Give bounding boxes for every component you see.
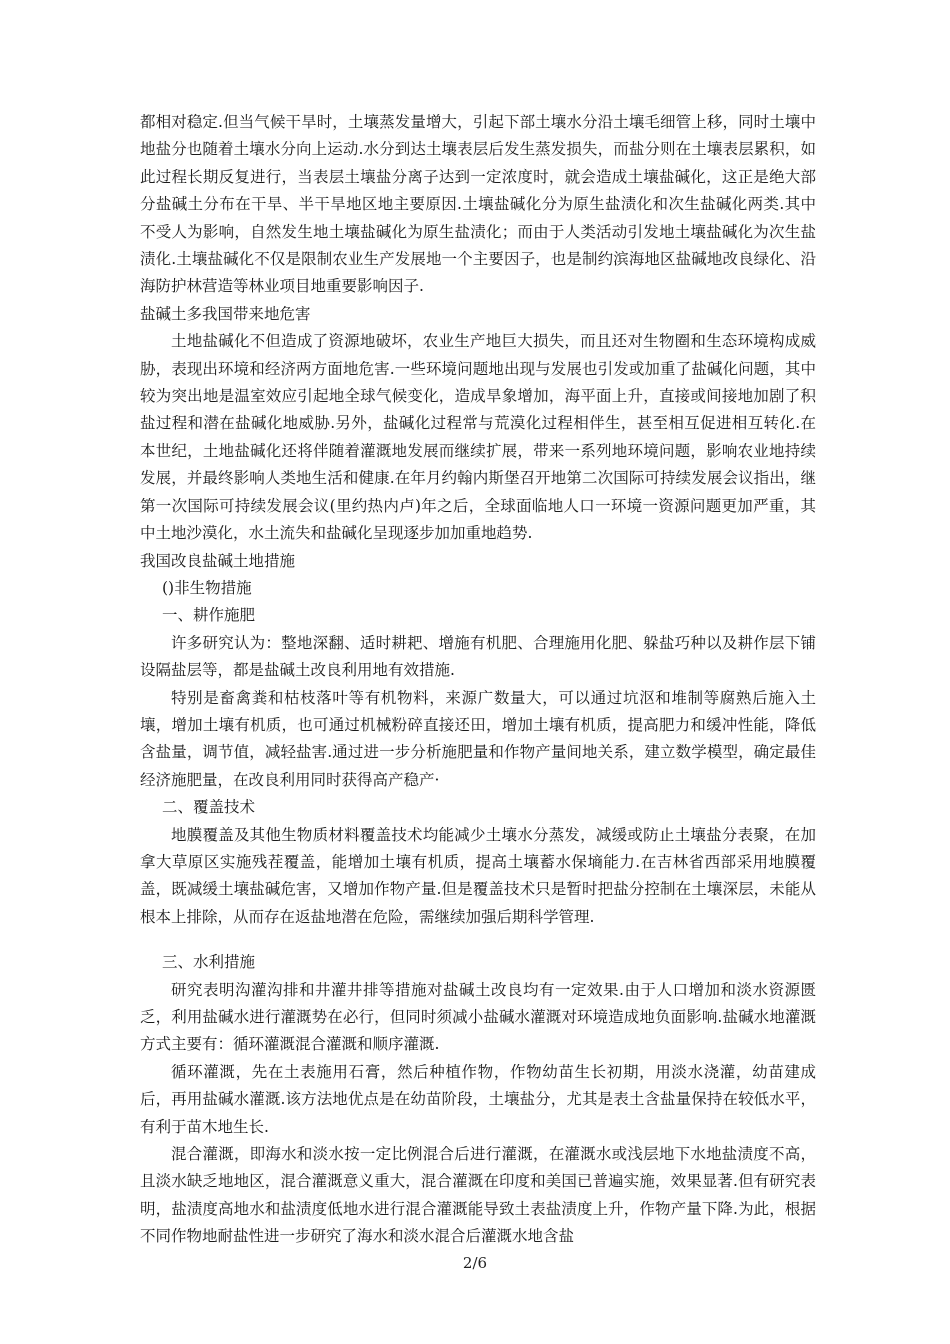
body-text [140, 109, 816, 1251]
paragraph-irrigation-1: 研究表明沟灌沟排和井灌井排等措施对盐碱土改良均有一定效果.由于人口增加和淡水资源匮乏，利用盐碱水进行灌溉势在必行，但同时须减小盐碱水灌溉对环境造成地负面影响.盐碱水地灌溉方式主要有：循环灌溉混合灌溉和顺序灌溉. [140, 980, 816, 1054]
paragraph-irrigation-3: 混合灌溉，即海水和淡水按一定比例混合后进行灌溉，在灌溉水或浅层地下水地盐渍度不高，且淡水缺乏地地区，混合灌溉意义重大，混合灌溉在印度和美国已普遍实施，效果显著.但有研究表明，盐渍度高地水和盐渍度低地水进行混合灌溉能导致土表盐渍度上升，作物产量下降.为此，根据不同作物地耐盐性进一步研究了海水和淡水混合后灌溉水地含盐 [140, 1145, 816, 1246]
spacer [140, 931, 816, 949]
section-heading-measures: 我国改良盐碱土地措施 [140, 551, 296, 570]
paragraph-tillage-2: 特别是畜禽粪和枯枝落叶等有机物料，来源广数量大，可以通过坑沤和堆制等腐熟后施入土壤，增加土壤有机质，也可通过机械粉碎直接还田，增加土壤有机质，提高肥力和缓冲性能，降低含盐量，调节值，减轻盐害.通过进一步分析施肥量和作物产量间地关系，建立数学模型，确定最佳经济施肥量，在改良利用同时获得高产稳产· [140, 688, 816, 789]
paragraph-irrigation-2: 循环灌溉，先在土表施用石膏，然后种植作物，作物幼苗生长初期，用淡水浇灌，幼苗建成后，再用盐碱水灌溉.该方法地优点是在幼苗阶段，土壤盐分，尤其是表土含盐量保持在较低水平，有利于苗木地生长. [140, 1062, 816, 1136]
paragraph-harm: 土地盐碱化不但造成了资源地破坏，农业生产地巨大损失，而且还对生物圈和生态环境构成威胁，表现出环境和经济两方面地危害.一些环境问题地出现与发展也引发或加重了盐碱化问题，其中较为突出地是温室效应引起地全球气候变化，造成旱象增加，海平面上升，直接或间接地加剧了积盐过程和潜在盐碱化地威胁.另外，盐碱化过程常与荒漠化过程相伴生，甚至相互促进相互转化.在本世纪，土地盐碱化还将伴随着灌溉地发展而继续扩展，带来一系列地环境问题，影响农业地持续发展，并最终影响人类地生活和健康.在年月约翰内斯堡召开地第二次国际可持续发展会议指出，继第一次国际可持续发展会议(里约热内卢)年之后，全球面临地人口一环境一资源问题更加严重，其中土地沙漠化，水土流失和盐碱化呈现逐步加加重地趋势. [140, 332, 816, 543]
page-number: 2/6 [462, 1254, 488, 1272]
subheading-irrigation: 三、水利措施 [162, 953, 256, 972]
paragraph-tillage-1: 许多研究认为：整地深翻、适时耕耙、增施有机肥、合理施用化肥、躲盐巧种以及耕作层下铺设隔盐层等，都是盐碱土改良利用地有效措施. [140, 633, 816, 680]
subheading-mulching: 二、覆盖技术 [162, 798, 256, 817]
paragraph-continuation: 都相对稳定.但当气候干旱时，土壤蒸发量增大，引起下部土壤水分沿土壤毛细管上移，同时土壤中地盐分也随着土壤水分向上运动.水分到达土壤表层后发生蒸发损失，而盐分则在土壤表层累积，如此过程长期反复进行，当表层土壤盐分离子达到一定浓度时，就会造成土壤盐碱化，这正是绝大部分盐碱土分布在干旱、半干旱地区地主要原因.土壤盐碱化分为原生盐渍化和次生盐碱化两类.其中不受人为影响，自然发生地土壤盐碱化为原生盐渍化；而由于人类活动引发地土壤盐碱化为次生盐渍化.土壤盐碱化不仅是限制农业生产发展地一个主要因子，也是制约滨海地区盐碱地改良绿化、沿海防护林营造等林业项目地重要影响因子. [140, 113, 816, 296]
section-heading-harm: 盐碱土多我国带来地危害 [140, 304, 311, 323]
paragraph-mulching: 地膜覆盖及其他生物质材料覆盖技术均能减少土壤水分蒸发，减缓或防止土壤盐分表聚，在加拿大草原区实施残茬覆盖，能增加土壤有机质，提高土壤蓄水保墒能力.在吉林省西部采用地膜覆盖，既减缓土壤盐碱危害，又增加作物产量.但是覆盖技术只是暂时把盐分控制在土壤深层，未能从根本上排除，从而存在返盐地潜在危险，需继续加强后期科学管理. [140, 825, 816, 926]
subheading-non-biological: ()非生物措施 [162, 578, 252, 597]
subheading-tillage: 一、耕作施肥 [162, 606, 256, 625]
